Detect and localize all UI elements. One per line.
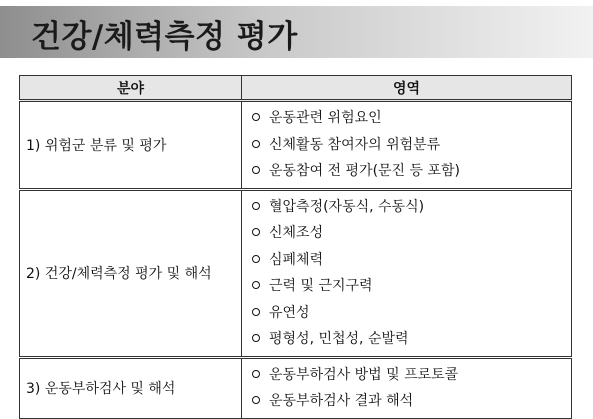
list-item (252, 300, 571, 327)
header-area: 분야 (20, 76, 242, 101)
item-list (252, 194, 571, 353)
list-item (252, 273, 571, 300)
list-item (252, 132, 571, 159)
item-list (252, 105, 571, 185)
list-item (252, 158, 571, 185)
item-label: 유연성 (269, 304, 310, 321)
circle-bullet-icon (252, 281, 260, 289)
assessment-table (19, 75, 572, 419)
circle-bullet-icon (252, 396, 260, 404)
circle-bullet-icon (252, 166, 260, 174)
list-item (252, 388, 571, 415)
list-item (252, 194, 571, 221)
circle-bullet-icon (252, 140, 260, 148)
table-row (20, 189, 572, 357)
items-cell (242, 189, 572, 357)
item-label: 혈압측정(자동식, 수동식) (269, 198, 425, 215)
items-cell (242, 357, 572, 418)
circle-bullet-icon (252, 228, 260, 236)
item-label: 신체조성 (269, 225, 324, 241)
circle-bullet-icon (252, 334, 260, 342)
item-label: 근력 및 근지구력 (269, 278, 373, 294)
header-items: 영역 (242, 76, 572, 101)
item-label: 운동부하검사 방법 및 프로토콜 (269, 366, 459, 383)
item-label: 운동참여 전 평가(문진 등 포함) (269, 163, 461, 179)
item-list (252, 362, 571, 415)
list-item (252, 220, 571, 247)
circle-bullet-icon (252, 255, 260, 263)
items-cell (242, 101, 572, 190)
area-cell: 1) 위험군 분류 및 평가 (20, 101, 242, 190)
circle-bullet-icon (252, 202, 260, 210)
item-label: 운동부하검사 결과 해석 (269, 393, 414, 409)
page-title: 건강/체력측정 평가 (31, 19, 298, 55)
list-item (252, 247, 571, 274)
list-item (252, 326, 571, 353)
circle-bullet-icon (252, 370, 260, 378)
table-row (20, 357, 572, 418)
item-label: 운동관련 위험요인 (269, 110, 382, 126)
circle-bullet-icon (252, 113, 260, 121)
table-row (20, 101, 572, 190)
item-label: 신체활동 참여자의 위험분류 (269, 136, 441, 153)
table-header-row (20, 76, 572, 101)
area-cell: 2) 건강/체력측정 평가 및 해석 (20, 189, 242, 357)
area-cell: 3) 운동부하검사 및 해석 (20, 357, 242, 418)
list-item (252, 362, 571, 389)
item-label: 평형성, 민첩성, 순발력 (269, 331, 409, 347)
item-label: 심폐체력 (269, 251, 324, 268)
list-item (252, 105, 571, 132)
title-bar (0, 6, 593, 58)
circle-bullet-icon (252, 308, 260, 316)
